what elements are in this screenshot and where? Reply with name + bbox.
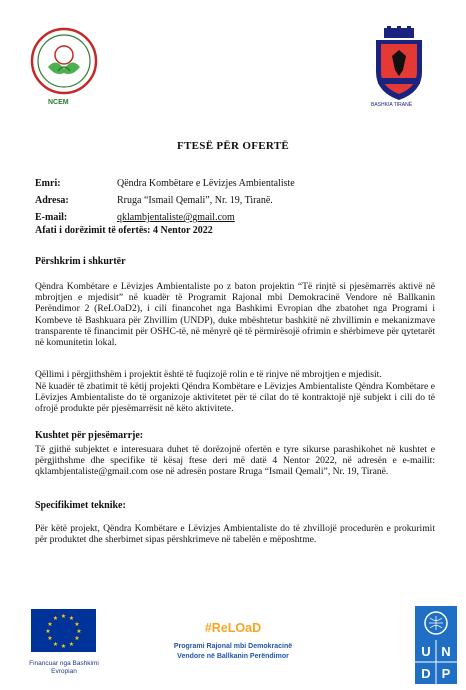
svg-text:★: ★ [47,621,53,628]
svg-text:★: ★ [68,615,75,622]
adresa-label: Adresa: [35,195,69,206]
undp-letter-n: N [441,644,451,659]
pershkrim-paragraph: Qëndra Kombëtare e Lëvizjes Ambientaliste po z baton projektin “Të rinjtë si pjesëmarrës aktivë në mbrojtjen e mjedisit” në kuadër të Programit Rajonal mbi Demokracinë Vendore në Ballkanin Perëndimor 2 (ReLOaD2), i cili financohet nga Bashkimi Evropian dhe zbatohet nga Programi i Kombeve të Bashkuara për Zhvillim (UNDP), duke mbështetur bashkitë në zhvillimin e mekanizmave transparente të financimit për OSHC-të, në mënyrë që të përmirësojë ofrimin e shërbimeve për qytetarët në komunitetin lokal. [35,281,435,349]
tirana-crest-text: BASHKIA TIRANË [371,102,413,108]
tirana-crest-logo [370,26,428,102]
emri-label: Emri: [35,178,61,189]
svg-text:★: ★ [60,643,67,650]
email-label: E-mail: [35,212,68,223]
specifikimet-paragraph: Për këtë projekt, Qëndra Kombëtare e Lëvizjes Ambientaliste do të zhvillojë procedurën e prokurimit për produktet dhe sherbimet sipas përshkrimeve në tabelën e mëposhtme. [35,523,435,546]
undp-letter-d: D [421,666,431,681]
svg-text:★: ★ [74,621,80,628]
reload-line-2: Vendore në Ballkanin Perëndimor [177,653,289,660]
ncem-logo-text: NCEM [48,99,69,106]
reload-title: #ReLOaD [204,621,262,635]
svg-text:★: ★ [68,641,75,648]
undp-logo [415,606,457,684]
undp-letter-p: P [441,666,451,681]
eu-caption: Financuar nga Bashkimi Evropian [29,660,99,675]
pershkrim-heading: Përshkrim i shkurtër [35,256,126,267]
emri-value: Qëndra Kombëtare e Lëvizjes Ambientaliste [117,178,295,189]
svg-text:★: ★ [45,628,51,635]
svg-text:★: ★ [47,635,53,642]
qellimi-paragraph: Qëllimi i përgjithshëm i projektit është të fuqizojë rolin e të rinjve në mbrojtjen e mjedisit. [35,369,382,380]
kushtet-paragraph: Të gjithë subjektet e interesuara duhet të dorëzojnë ofertën e tyre sikurse parashikohet në kushtet e përgjithshme dhe specifike të kësaj ftese deri më datë 4 Nentor 2022, në adresën e e-mailit: qklambjentaliste@gmail.com ose në adresën postare Rruga “Ismail Qemali”, Nr. 19, Tiranë. [35,444,435,478]
email-link[interactable]: qklambjentaliste@gmail.com [117,212,235,223]
page-title: FTESË PËR OFERTË [177,140,289,152]
adresa-value: Rruga “Ismail Qemali”, Nr. 19, Tiranë. [117,195,273,206]
svg-text:★: ★ [76,628,82,635]
ncem-logo [30,27,98,95]
reload-line-1: Programi Rajonal mbi Demokracinë [173,643,293,650]
svg-text:★: ★ [52,641,59,648]
deadline: Afati i dorëzimit të ofertës: 4 Nentor 2022 [35,225,213,236]
kushtet-heading: Kushtet për pjesëmarrje: [35,430,144,441]
undp-letter-u: U [421,644,431,659]
svg-text:★: ★ [60,613,67,620]
svg-text:★: ★ [52,615,59,622]
zbatimi-paragraph: Në kuadër të zbatimit të këtij projekti Qëndra Kombëtare e Lëvizjes Ambientaliste Qëndra Kombëtare e Lëvizjes Ambientaliste do të organizoje aktivitetet për të cilat do të kontraktojë një subjekt i cili do të ofrojë produkte për pjesëmarrësit në këto aktivitete. [35,381,435,415]
svg-text:★: ★ [74,635,80,642]
specifikimet-heading: Specifikimet teknike: [35,500,126,511]
reload-subtitle [0,642,466,662]
